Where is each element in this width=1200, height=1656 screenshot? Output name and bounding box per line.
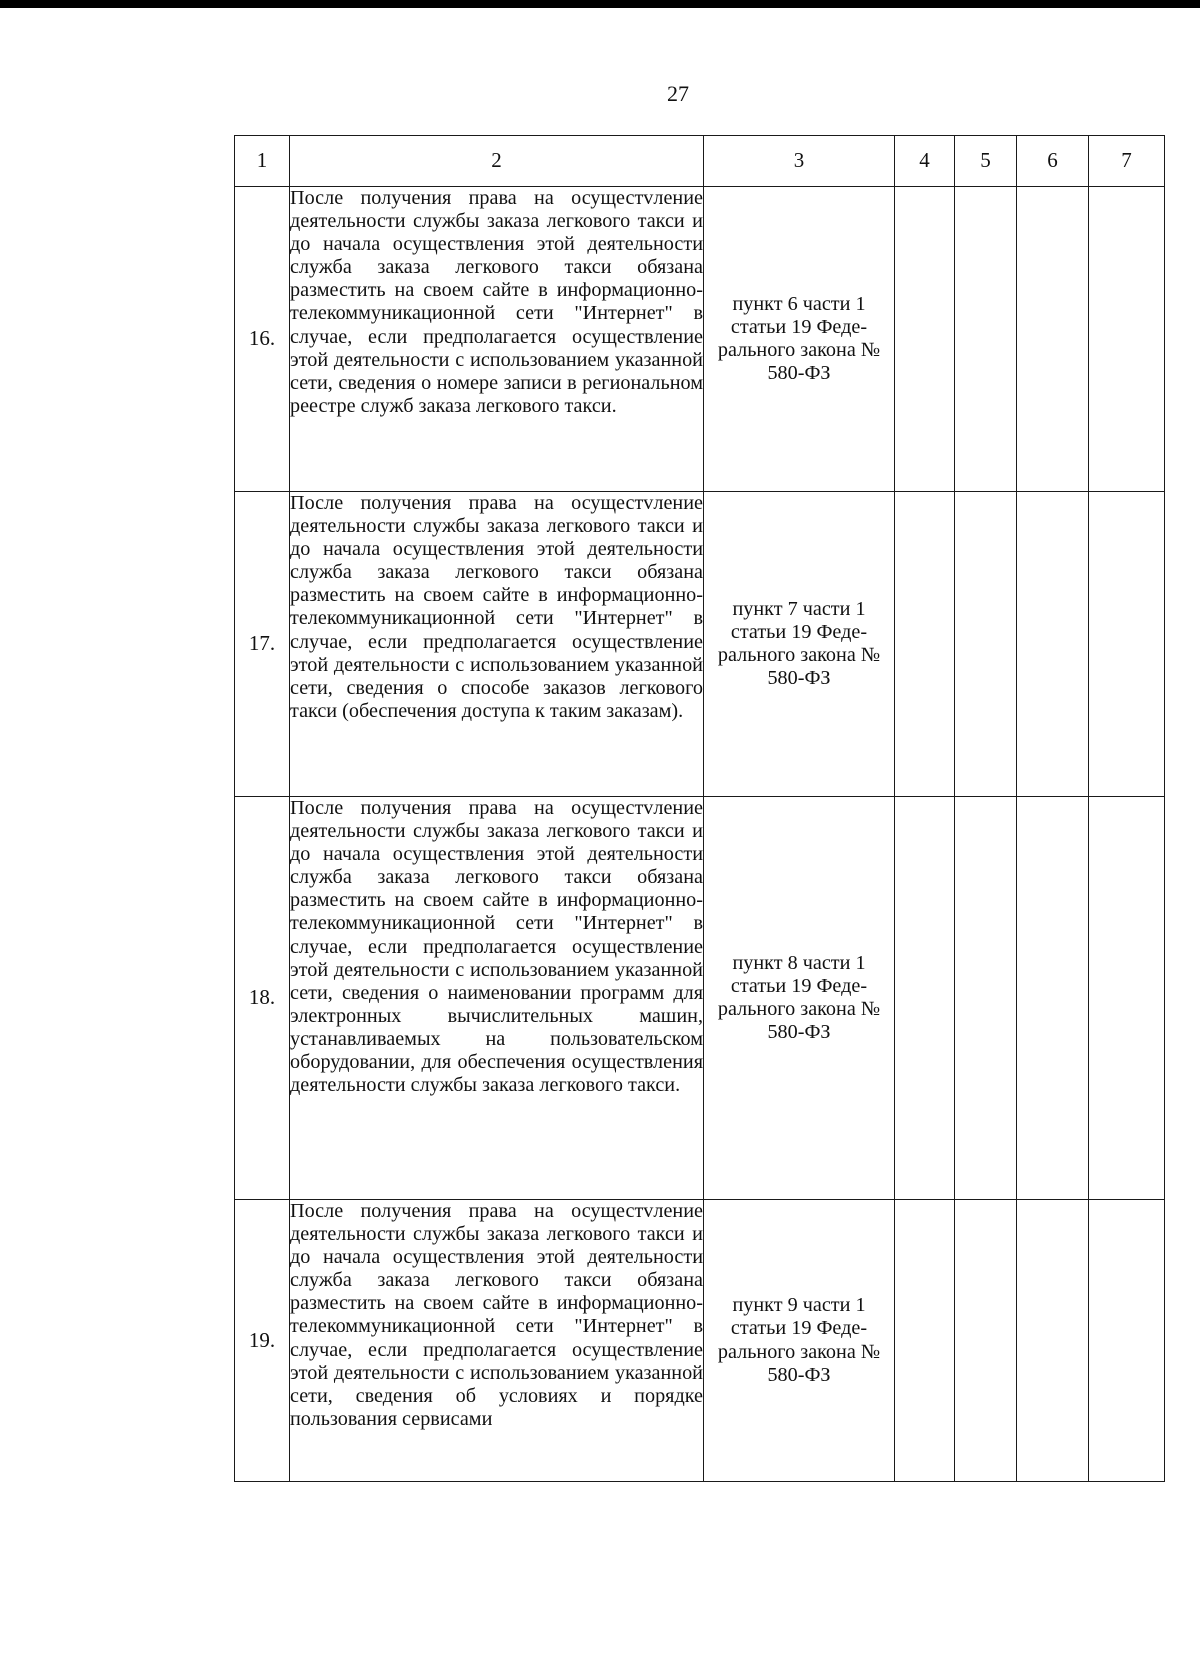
empty-cell	[1017, 187, 1089, 492]
requirement-description	[290, 1200, 704, 1482]
col-header-5: 5	[955, 136, 1017, 187]
legal-reference: пункт 9 части 1 статьи 19 Федерального закона № 580-ФЗ	[704, 1200, 895, 1482]
empty-cell	[1017, 1200, 1089, 1482]
legal-reference: пункт 7 части 1 статьи 19 Федерального закона № 580-ФЗ	[704, 492, 895, 797]
requirements-table	[234, 135, 1165, 1482]
col-header-7: 7	[1089, 136, 1165, 187]
row-number: 18.	[235, 797, 290, 1200]
col-header-1: 1	[235, 136, 290, 187]
empty-cell	[895, 187, 955, 492]
empty-cell	[1017, 797, 1089, 1200]
col-header-2: 2	[290, 136, 704, 187]
empty-cell	[895, 492, 955, 797]
table-row	[235, 797, 1165, 1200]
row-number: 19.	[235, 1200, 290, 1482]
empty-cell	[1017, 492, 1089, 797]
empty-cell	[895, 797, 955, 1200]
table-row	[235, 187, 1165, 492]
col-header-3: 3	[704, 136, 895, 187]
empty-cell	[1089, 492, 1165, 797]
empty-cell	[955, 187, 1017, 492]
requirement-description: После получения права на осущестvление деятельности службы заказа легкового такси и до начала осуществления этой деятельности служба заказа легкового такси обязана разместить на своем сайте в информационно-телекоммуникационной сети "Интернет" в случае, если предполагается осуществление этой деятельности с использованием указанной сети, сведения о номере записи в региональном реестре служб заказа легкового такси.	[290, 187, 704, 492]
col-header-6: 6	[1017, 136, 1089, 187]
row-number: 16.	[235, 187, 290, 492]
legal-reference: пункт 6 части 1 статьи 19 Федерального закона № 580-ФЗ	[704, 187, 895, 492]
empty-cell	[895, 1200, 955, 1482]
requirement-description: После получения права на осущестvление деятельности службы заказа легкового такси и до начала осуществления этой деятельности служба заказа легкового такси обязана разместить на своем сайте в информационно-телекоммуникационной сети "Интернет" в случае, если предполагается осуществление этой деятельности с использованием указанной сети, сведения о наименовании программ для электронных вычислительных машин, устанавливаемых на пользовательском оборудовании, для обеспечения осуществления деятельности службы заказа легкового такси.	[290, 797, 704, 1200]
scan-top-edge	[0, 0, 1200, 8]
empty-cell	[1089, 187, 1165, 492]
table-row	[235, 1200, 1165, 1482]
empty-cell	[955, 1200, 1017, 1482]
empty-cell	[1089, 1200, 1165, 1482]
table-row	[235, 492, 1165, 797]
empty-cell	[955, 492, 1017, 797]
row-number: 17.	[235, 492, 290, 797]
requirement-description-text: После получения права на осущестvление деятельности службы заказа легкового такси и до начала осуществления этой деятельности служба заказа легкового такси обязана разместить на своем сайте в информационно-телекоммуникационной сети "Интернет" в случае, если предполагается осуществление этой деятельности с использованием указанной сети, сведения об условиях и порядке пользования сервисами	[290, 1200, 703, 1430]
empty-cell	[1089, 797, 1165, 1200]
header-row	[235, 136, 1165, 187]
requirement-description: После получения права на осущестvление деятельности службы заказа легкового такси и до начала осуществления этой деятельности служба заказа легкового такси обязана разместить на своем сайте в информационно-телекоммуникационной сети "Интернет" в случае, если предполагается осуществление этой деятельности с использованием указанной сети, сведения о способе заказов легкового такси (обеспечения доступа к таким заказам).	[290, 492, 704, 797]
legal-reference: пункт 8 части 1 статьи 19 Федерального закона № 580-ФЗ	[704, 797, 895, 1200]
empty-cell	[955, 797, 1017, 1200]
col-header-4: 4	[895, 136, 955, 187]
page-number: 27	[667, 81, 689, 106]
